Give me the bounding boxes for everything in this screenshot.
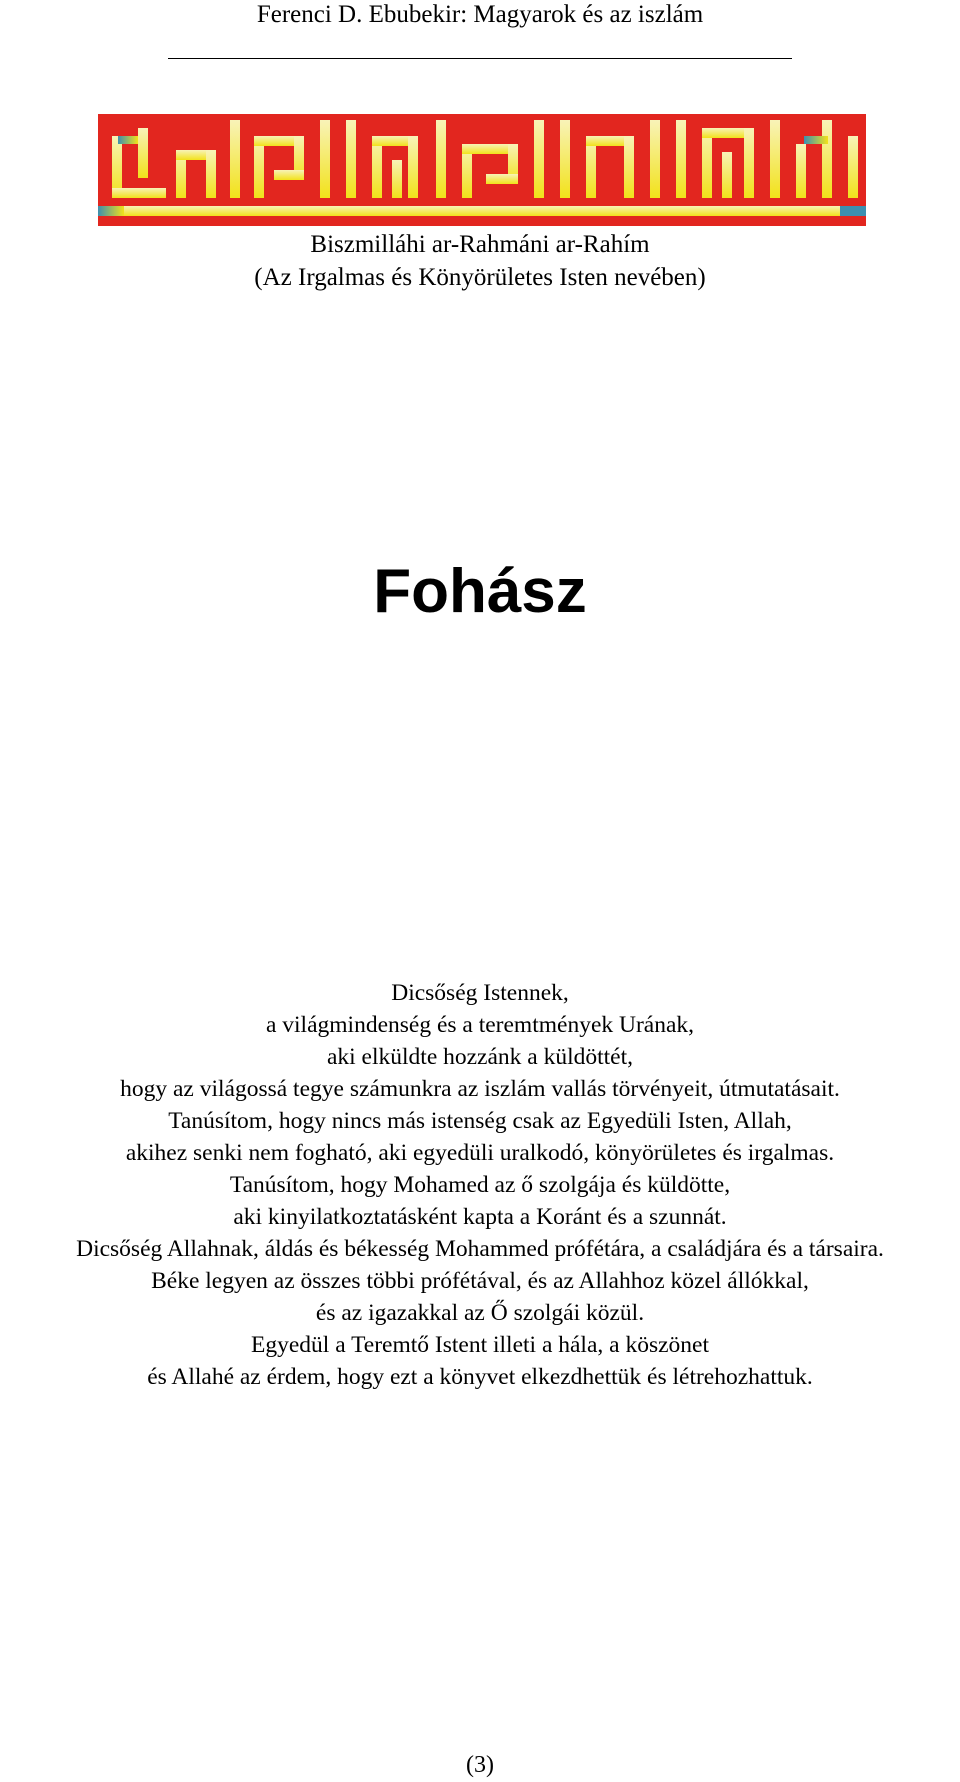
prayer-line: aki kinyilatkoztatásként kapta a Koránt és a szunnát.: [233, 1204, 727, 1230]
page-number: (3): [466, 1752, 494, 1778]
prayer-line: és az igazakkal az Ő szolgái közül.: [315, 1300, 645, 1326]
prayer-line: aki elküldte hozzánk a küldöttét,: [326, 1044, 634, 1070]
header-divider: [168, 58, 792, 59]
prayer-line: Dicsőség Istennek,: [391, 980, 569, 1006]
prayer-line: Béke legyen az összes többi prófétával, és az Allahhoz közel állókkal,: [151, 1268, 809, 1294]
prayer-line: Tanúsítom, hogy nincs más istenség csak az Egyedüli Isten, Allah,: [168, 1108, 792, 1134]
page-title: Fohász: [373, 557, 587, 626]
prayer-line: Egyedül a Teremtő Istent illeti a hála, a köszönet: [251, 1332, 709, 1358]
prayer-line: és Allahé az érdem, hogy ezt a könyvet elkezdhettük és létrehozhattuk.: [147, 1364, 813, 1390]
prayer-text: [0, 977, 960, 1393]
basmala: [0, 228, 960, 294]
prayer-line: Dicsőség Allahnak, áldás és békesség Mohammed prófétára, a családjára és a társaira.: [76, 1236, 884, 1262]
prayer-line: Tanúsítom, hogy Mohamed az ő szolgája és küldötte,: [229, 1172, 731, 1198]
calligraphy-banner-icon: [98, 114, 866, 226]
basmala-translation: (Az Irgalmas és Könyörületes Isten nevében): [254, 264, 706, 291]
prayer-line: a világmindenség és a teremtmények Urának,: [265, 1012, 695, 1038]
prayer-line: hogy az világossá tegye számunkra az iszlám vallás törvényeit, útmutatásait.: [120, 1076, 840, 1102]
kufic-calligraphy-banner: [98, 114, 866, 226]
basmala-transliteration: Biszmilláhi ar-Rahmáni ar-Rahím: [310, 231, 650, 258]
prayer-line: akihez senki nem fogható, aki egyedüli uralkodó, könyörületes és irgalmas.: [125, 1140, 835, 1166]
running-header: Ferenci D. Ebubekir: Magyarok és az iszlám: [256, 1, 704, 28]
